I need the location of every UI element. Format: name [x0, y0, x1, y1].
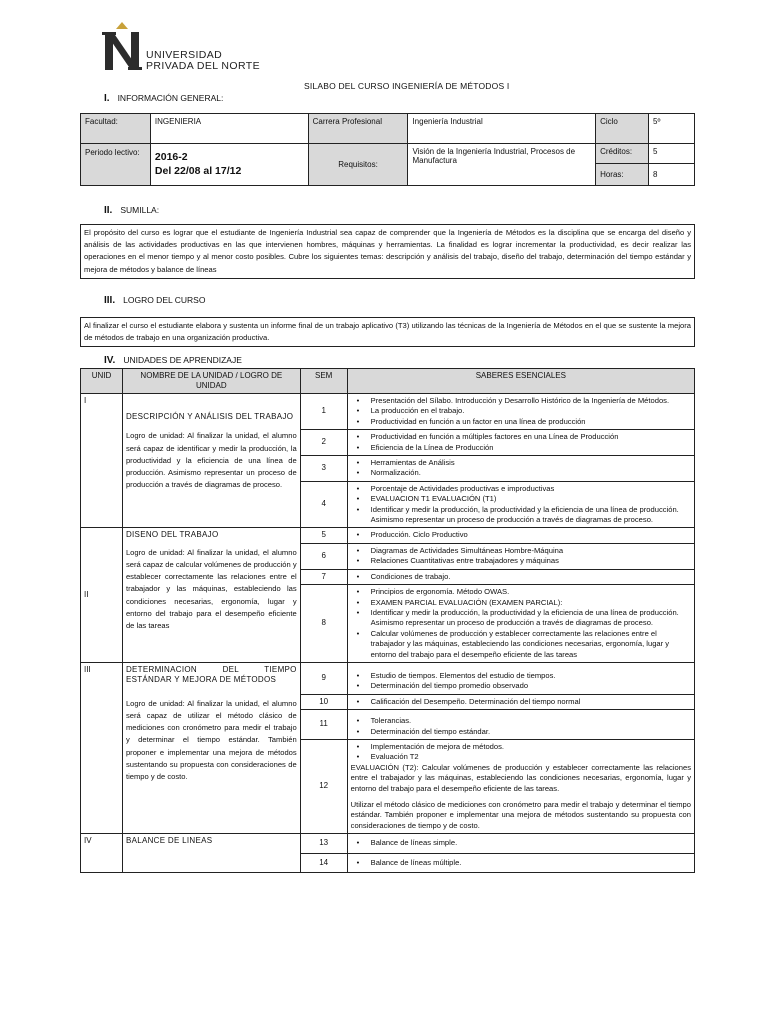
week-content [347, 430, 694, 456]
week-number: 2 [300, 430, 347, 456]
week-number: 10 [300, 694, 347, 709]
creditos-value: 5 [649, 144, 695, 164]
list-item: • Diagramas de Actividades Simultáneas Hombre-Máquina [351, 546, 691, 556]
section-number: I. [104, 93, 110, 104]
university-n-logo-icon [102, 20, 142, 72]
week-number: 3 [300, 456, 347, 482]
week-number: 13 [300, 834, 347, 853]
list-item: • Determinación del tiempo promedio observado [351, 681, 691, 691]
list-item: • Condiciones de trabajo. [351, 572, 691, 582]
periodo-value [150, 144, 308, 186]
sumilla-text: El propósito del curso es lograr que el estudiante de Ingeniería Industrial sea capaz de comprender que la Ingeniería de Métodos es la disciplina que se encarga del diseño y análisis de las actividades productivas en las que intervienen hombres, máquinas y herramientas. La finalidad es lograr incrementar la productividad, es decir realizar las operaciones en el menor tiempo y al menor costo posibles. Cubre los siguientes temas: descripción y análisis del trabajo, diseño del trabajo, determinación del tiempo estándar y mejora de métodos y balance de líneas [80, 224, 695, 279]
horas-label: Horas: [596, 164, 649, 186]
week-content [347, 834, 694, 853]
facultad-label: Facultad: [81, 114, 151, 144]
section-title: SUMILLA: [120, 205, 160, 215]
horas-value: 8 [649, 164, 695, 186]
list-item: • Balance de líneas múltiple. [351, 858, 691, 868]
unit-number: II [81, 528, 123, 662]
col-saberes-header: SABERES ESENCIALES [347, 369, 694, 394]
list-item: • Calcular volúmenes de producción y establecer correctamente las relaciones entre el trabajador y las máquinas, estableciendo las condiciones necesarias, ergonomía, lugar y entorno del trabajo para el desempeño eficiente de las tareas [351, 629, 691, 660]
evaluation-text: EVALUACIÓN (T2): Calcular volúmenes de producción y establecer correctamente las relaciones entre el trabajador y las máquinas, estableciendo las condiciones necesarias, ergonomía, lugar y entorno del trabajo para el desempeño eficiente de las tareas. [350, 762, 691, 793]
carrera-value: Ingeniería Industrial [408, 114, 596, 144]
list-item: • EVALUACION T1 EVALUACIÓN (T1) [351, 494, 691, 504]
university-name-line2: PRIVADA DEL NORTE [146, 60, 260, 72]
col-nombre-header: NOMBRE DE LA UNIDAD / LOGRO DE UNIDAD [122, 369, 300, 394]
list-item: • Calificación del Desempeño. Determinación del tiempo normal [351, 697, 691, 707]
table-row [81, 394, 695, 430]
list-item: • Identificar y medir la producción, la productividad y la eficiencia de una línea de producción. Asimismo representar un proceso de producción a través de diagramas de proceso. [351, 505, 691, 526]
unit-title: BALANCE DE LINEAS [125, 836, 213, 846]
section-sumilla-heading [104, 205, 159, 216]
list-item: • Relaciones Cuantitativas entre trabajadores y máquinas [351, 556, 691, 566]
logro-curso-text: Al finalizar el curso el estudiante elabora y sustenta un informe final de un trabajo aplicativo (T3) utilizando las técnicas de la Ingeniería de Métodos en el que se sustente la mejora de métodos de trabajo en una organización productiva. [80, 317, 695, 347]
unit-description [122, 394, 300, 528]
col-unid-header: UNID [81, 369, 123, 394]
list-item: • La producción en el trabajo. [351, 406, 691, 416]
university-name [146, 50, 260, 72]
general-info-table [80, 113, 695, 186]
unit-description [122, 662, 300, 833]
list-item: • Estudio de tiempos. Elementos del estudio de tiempos. [351, 671, 691, 681]
document-title: SILABO DEL CURSO INGENIERÍA DE MÉTODOS I [304, 81, 510, 91]
section-unidades-heading [104, 355, 242, 366]
unit-logro: Logro de unidad: Al finalizar la unidad, el alumno será capaz de calcular volúmenes de producción y establecer correctamente las relaciones entre el trabajador y las máquinas, estableciendo las condiciones necesarias, ergonomía, lugar y entorno del trabajo para el desempeño eficiente de las tareas [125, 547, 297, 631]
periodo-code: 2016-2 [154, 151, 188, 163]
list-item: • Implementación de mejora de métodos. [351, 742, 691, 752]
week-content [347, 456, 694, 482]
creditos-label: Créditos: [596, 144, 649, 164]
list-item: • Determinación del tiempo estándar. [351, 727, 691, 737]
unit-title: DETERMINACION DEL TIEMPO ESTÁNDAR Y MEJORA DE MÉTODOS [125, 664, 297, 685]
unit-description [122, 834, 300, 873]
section-title: INFORMACIÓN GENERAL: [117, 93, 224, 103]
week-content [347, 569, 694, 584]
unit-description [122, 528, 300, 662]
list-item: • Producción. Ciclo Productivo [351, 530, 691, 540]
list-item: • Identificar y medir la producción, la productividad y la eficiencia de una línea de producción. Asimismo representar un proceso de producción a través de diagramas de proceso. [351, 608, 691, 629]
section-number: II. [104, 205, 113, 216]
week-content [347, 694, 694, 709]
extra-text: Utilizar el método clásico de mediciones con cronómetro para medir el trabajo y determinar el tiempo estándar. También proponer e implementar una mejora de métodos sustentando su propuesta con consideraciones de tiempo y de costo. [350, 800, 691, 830]
unit-number: I [81, 394, 123, 528]
week-content [347, 585, 694, 663]
list-item: • Normalización. [351, 468, 691, 478]
section-title: UNIDADES DE APRENDIZAJE [123, 355, 242, 365]
list-item: • Productividad en función a múltiples factores en una Línea de Producción [351, 432, 691, 442]
section-title: LOGRO DEL CURSO [123, 295, 206, 305]
university-name-line1: UNIVERSIDAD [146, 49, 223, 61]
list-item: • Evaluación T2 [351, 752, 691, 762]
requisitos-value: Visión de la Ingeniería Industrial, Procesos de Manufactura [408, 144, 596, 186]
week-content [347, 481, 694, 528]
unit-title: DISENO DEL TRABAJO [125, 530, 219, 540]
carrera-label: Carrera Profesional [308, 114, 408, 144]
week-number: 7 [300, 569, 347, 584]
list-item: • Herramientas de Análisis [351, 458, 691, 468]
week-number: 6 [300, 543, 347, 569]
list-item: • Eficiencia de la Línea de Producción [351, 443, 691, 453]
week-number: 11 [300, 710, 347, 740]
week-number: 1 [300, 394, 347, 430]
unit-number: IV [81, 834, 123, 873]
list-item: • Tolerancias. [351, 716, 691, 726]
facultad-value: INGENIERIA [150, 114, 308, 144]
week-number: 5 [300, 528, 347, 543]
list-item: • EXAMEN PARCIAL EVALUACIÓN (EXAMEN PARCIAL): [351, 598, 691, 608]
week-content [347, 710, 694, 740]
section-number: IV. [104, 355, 116, 366]
col-sem-header: SEM [300, 369, 347, 394]
unit-logro: Logro de unidad: Al finalizar la unidad, el alumno será capaz de utilizar el método clásico de mediciones con cronómetro para medir el trabajo y determinar el tiempo estándar. También proponer e implementar una mejora de métodos sustentando su propuesta con consideraciones de tiempo y de costo. [125, 698, 297, 781]
list-item: • Balance de líneas simple. [351, 838, 691, 848]
table-row [81, 834, 695, 853]
week-number: 14 [300, 853, 347, 872]
list-item: • Productividad en función a un factor en una línea de producción [351, 417, 691, 427]
week-content [347, 528, 694, 543]
list-item: • Presentación del Sílabo. Introducción y Desarrollo Histórico de la Ingeniería de Métodos. [351, 396, 691, 406]
requisitos-label: Requisitos: [308, 144, 408, 186]
periodo-dates: Del 22/08 al 17/12 [154, 165, 242, 177]
section-logro-heading [104, 295, 205, 306]
week-content [347, 543, 694, 569]
table-header-row [81, 369, 695, 394]
table-row [81, 528, 695, 543]
week-number: 4 [300, 481, 347, 528]
week-content [347, 853, 694, 872]
unit-number: III [81, 662, 123, 833]
unit-logro: Logro de unidad: Al finalizar la unidad, el alumno será capaz de identificar y medir la producción, la productividad y la eficiencia de una línea de producción. Asimismo representar un proceso de producción a través de diagramas de proceso. [125, 431, 297, 490]
ciclo-label: Ciclo [596, 114, 649, 144]
week-content [347, 739, 694, 833]
table-row [81, 662, 695, 694]
week-number: 12 [300, 739, 347, 833]
list-item: • Principios de ergonomía. Método OWAS. [351, 587, 691, 597]
university-logo [100, 14, 280, 76]
periodo-label: Periodo lectivo: [81, 144, 151, 186]
week-content [347, 394, 694, 430]
learning-units-table [80, 368, 695, 873]
list-item: • Porcentaje de Actividades productivas e improductivas [351, 484, 691, 494]
section-general-info-heading [104, 93, 223, 104]
week-number: 8 [300, 585, 347, 663]
week-content [347, 662, 694, 694]
unit-title: DESCRIPCIÓN Y ANÁLISIS DEL TRABAJO [125, 412, 294, 421]
week-number: 9 [300, 662, 347, 694]
section-number: III. [104, 295, 116, 306]
ciclo-value: 5º [649, 114, 695, 144]
